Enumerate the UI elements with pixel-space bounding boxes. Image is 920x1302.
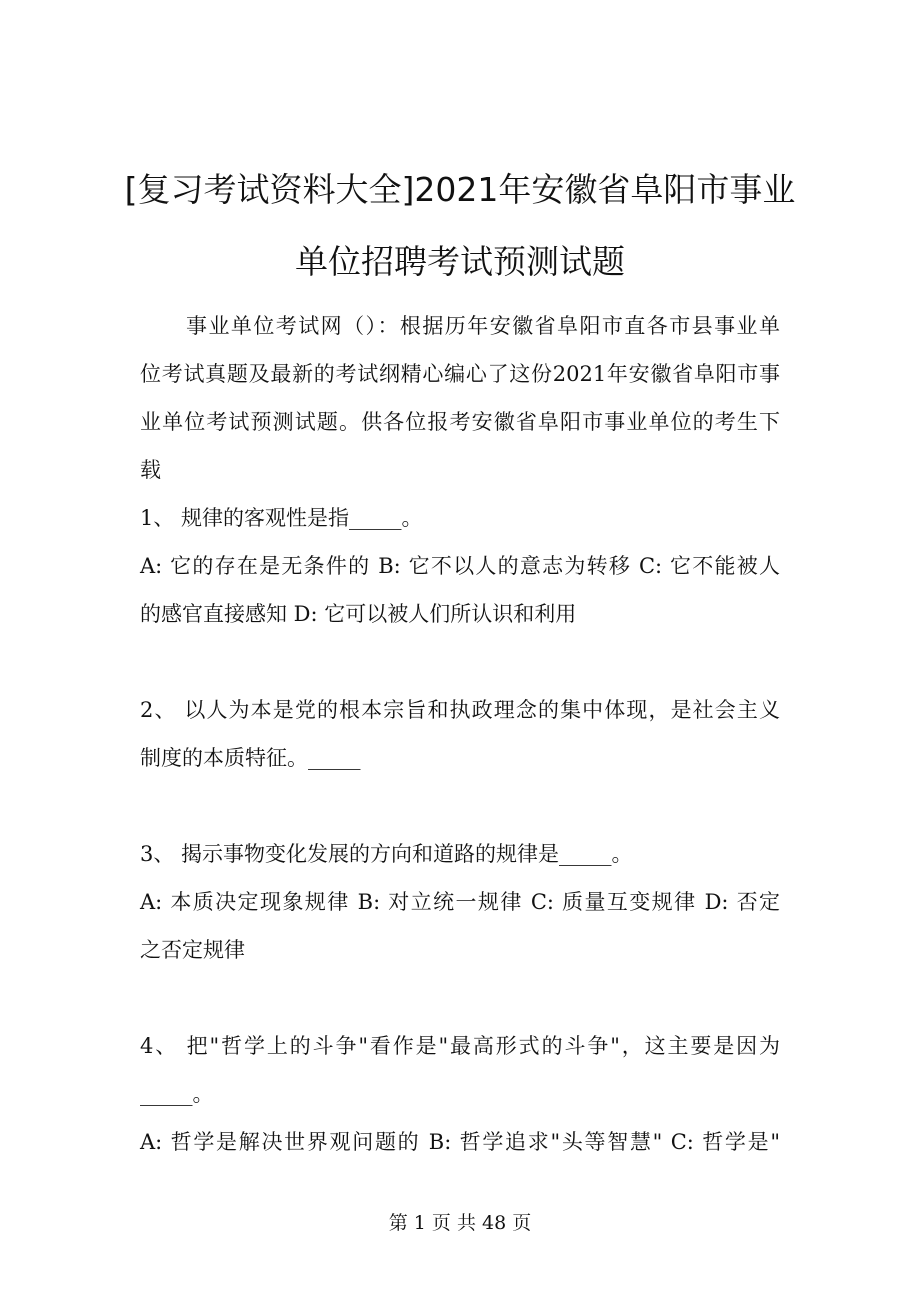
question-options: A: 哲学是解决世界观问题的 B: 哲学追求"头等智慧" C: 哲学是" bbox=[140, 1130, 780, 1154]
question-stem: 2、 以人为本是党的根本宗旨和执政理念的集中体现，是社会主义 bbox=[140, 698, 780, 722]
question-stem: 制度的本质特征。_____ bbox=[140, 746, 361, 770]
question-stem: 4、 把"哲学上的斗争"看作是"最高形式的斗争"，这主要是因为 bbox=[140, 1034, 780, 1058]
document-title-line-1: [复习考试资料大全]2021年安徽省阜阳市事业 bbox=[124, 170, 796, 209]
intro-line: 位考试真题及最新的考试纲精心编心了这份2021年安徽省阜阳市事 bbox=[140, 362, 780, 386]
question-options: A: 它的存在是无条件的 B: 它不以人的意志为转移 C: 它不能被人 bbox=[140, 554, 780, 578]
question-options: 的感官直接感知 D: 它可以被人们所认识和利用 bbox=[140, 602, 577, 626]
question-options: A: 本质决定现象规律 B: 对立统一规律 C: 质量互变规律 D: 否定 bbox=[140, 890, 780, 914]
question-stem: _____。 bbox=[140, 1082, 214, 1106]
intro-line: 事业单位考试网（）：根据历年安徽省阜阳市直各市县事业单 bbox=[186, 314, 780, 338]
document-title-line-2: 单位招聘考试预测试题 bbox=[295, 242, 625, 281]
question-options: 之否定规律 bbox=[140, 938, 245, 962]
question-stem: 3、 揭示事物变化发展的方向和道路的规律是_____。 bbox=[140, 842, 633, 866]
question-stem: 1、 规律的客观性是指_____。 bbox=[140, 506, 423, 530]
intro-line: 载 bbox=[140, 458, 161, 482]
page-footer: 第 1 页 共 48 页 bbox=[388, 1212, 532, 1234]
intro-line: 业单位考试预测试题。供各位报考安徽省阜阳市事业单位的考生下 bbox=[140, 410, 780, 434]
